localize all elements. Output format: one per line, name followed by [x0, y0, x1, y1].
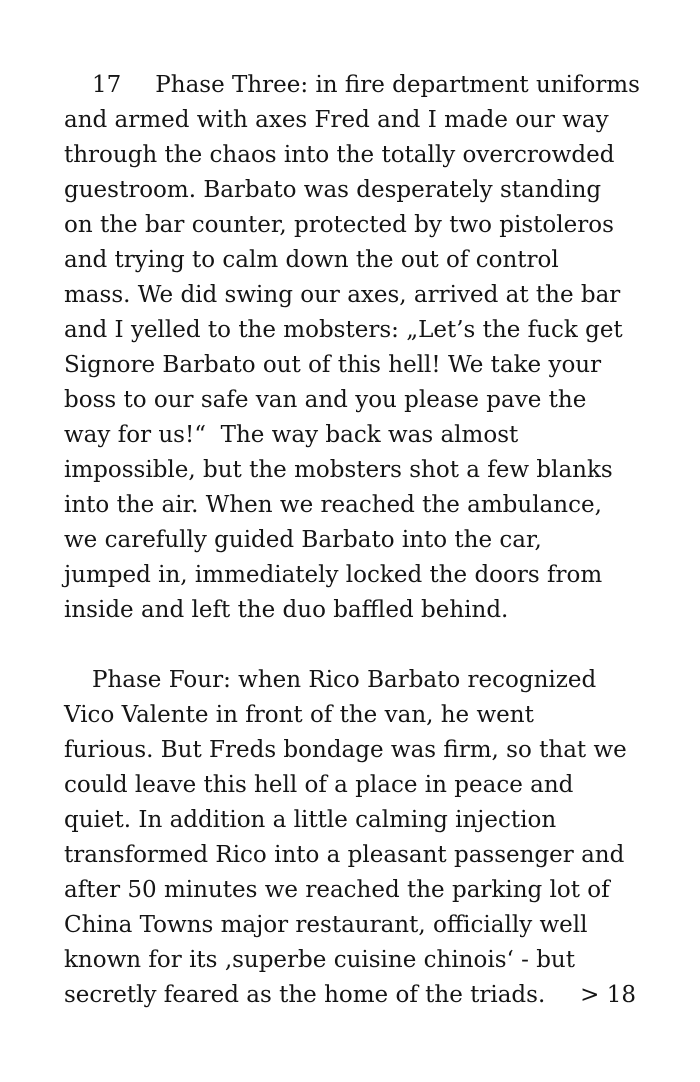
paragraph-line: guestroom. Barbato was desperately standing: [64, 177, 602, 203]
paragraph-line: 17 Phase Three: in fire department uniforms: [92, 72, 640, 98]
paragraph-line: Vico Valente in front of the van, he went: [64, 702, 534, 728]
paragraph-line: on the bar counter, protected by two pistoleros: [64, 212, 614, 238]
paragraph-phase-three: [64, 68, 639, 628]
paragraph-line: Signore Barbato out of this hell! We take your: [64, 352, 602, 378]
paragraph-phase-four: [64, 663, 639, 1013]
paragraph-line: jumped in, immediately locked the doors from: [64, 562, 603, 588]
paragraph-line: impossible, but the mobsters shot a few blanks: [64, 457, 613, 483]
book-page: [64, 68, 639, 1013]
paragraph-line: quiet. In addition a little calming injection: [64, 807, 557, 833]
page-number: 17: [92, 72, 122, 98]
paragraph-line: and trying to calm down the out of control: [64, 247, 559, 273]
paragraph-line: Phase Four: when Rico Barbato recognized: [92, 667, 597, 693]
paragraph-line: transformed Rico into a pleasant passenger and: [64, 842, 625, 868]
paragraph-line: China Towns major restaurant, officially well: [64, 912, 588, 938]
paragraph-line: into the air. When we reached the ambulance,: [64, 492, 602, 518]
paragraph-line: way for us!“ The way back was almost: [64, 422, 519, 448]
paragraph-line: and I yelled to the mobsters: „Let’s the fuck get: [64, 317, 623, 343]
paragraph-line: could leave this hell of a place in peace and: [64, 772, 574, 798]
paragraph-line: and armed with axes Fred and I made our way: [64, 107, 609, 133]
paragraph-last-line: [64, 978, 636, 1013]
paragraph-line: through the chaos into the totally overcrowded: [64, 142, 615, 168]
paragraph-spacer: [64, 628, 639, 663]
paragraph-line: known for its ‚superbe cuisine chinois‘ - but: [64, 947, 575, 973]
continuation-link[interactable]: > 18: [580, 982, 636, 1008]
paragraph-line: we carefully guided Barbato into the car,: [64, 527, 542, 553]
paragraph-line: inside and left the duo baffled behind.: [64, 597, 509, 623]
paragraph-line: boss to our safe van and you please pave the: [64, 387, 587, 413]
paragraph-line: furious. But Freds bondage was firm, so that we: [64, 737, 627, 763]
paragraph-line: after 50 minutes we reached the parking lot of: [64, 877, 610, 903]
paragraph-line-text: secretly feared as the home of the triads.: [64, 982, 546, 1008]
paragraph-line: mass. We did swing our axes, arrived at the bar: [64, 282, 621, 308]
